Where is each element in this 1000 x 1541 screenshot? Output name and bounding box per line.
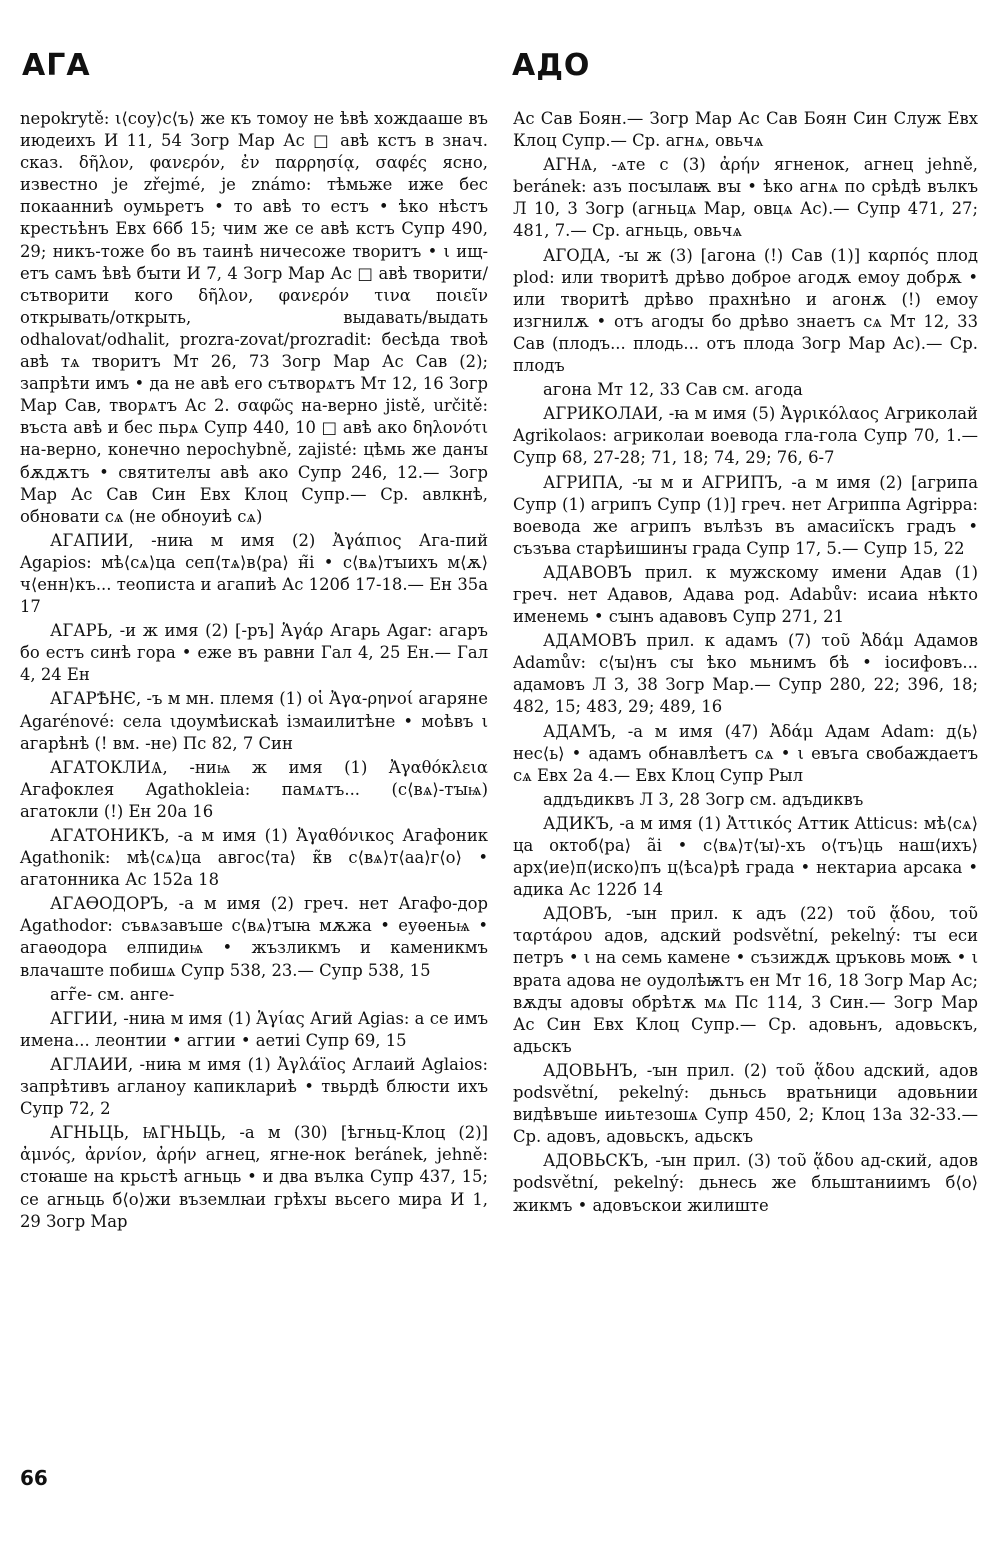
dictionary-entry: АГАПИИ, -ниꙗ м имя (2) Ἀγάπιος Ага-пий Agapios: мѣ⟨сѧ⟩ца сеп⟨тѧ⟩в⟨ра⟩ н̃і • с⟨вѧ⟩тꙑихъ м⟨ѫ⟩ч⟨енн⟩къ... теописта и агапиѣ Ас 120б 17-18.— Ен 35а 17 [20,530,488,617]
dictionary-entry: АДОВЬСКЪ, -ꙑн прил. (3) τοῦ ᾅδου ад-ский, адов podsvětní, pekelný: дьнесь же бльштаниимъ б⟨о⟩жикмъ • адовъскои жилиште [513,1151,978,1215]
dictionary-entry: АДАМЪ, -а м имя (47) Ἀδάμ Адам Adam: д⟨ь⟩нес⟨ь⟩ • адамъ обнавлѣетъ сѧ • ι евъга свобаждаетъ сѧ Евх 2а 4.— Евх Клоц Супр Рыл [513,721,978,785]
dictionary-entry: АГНЬЦЬ, ѨГНЬЦЬ, -а м (30) [ѣгньц-Клоц (2)] ἀμνός, ἀρνίον, ἀρήν агнец, ягне-нок beránek, jehně: стоꙗше на крьстѣ агньць • и два вълка Супр 437, 15; се агньць б⟨о⟩жи въземлꙗи грѣхꙑ вьсего мира И 1, 29 Зогр Мар [20,1123,488,1231]
dictionary-entry: АГАРЬ, -и ж имя (2) [-ръ] Ἁγάρ Агарь Agar: агаръ бо естъ синѣ гора • еже въ равни Гал 4, 25 Ен.— Гал 4, 24 Ен [20,621,488,685]
dictionary-entry: АГГИИ, -ниꙗ м имя (1) Ἁγίας Агий Agias: а се имъ имена... леонтии • аггии • аетиі Супр 69, 15 [20,1008,488,1050]
dictionary-entry: АГЛАИИ, -ниꙗ м имя (1) Ἀγλάϊος Аглаий Aglaios: запрѣтивъ агланоу капиклариѣ • твьрдѣ блюсти ихъ Супр 72, 2 [20,1054,488,1119]
cross-reference: аддъдиквъ Л 3, 28 Зогр см. адъдиквъ [543,789,864,809]
dictionary-entry: АГАТОКЛИѦ, -ниѩ ж имя (1) Ἀγαθόκλεια Агафоклея Agathokleia: памѧтъ... (с⟨вѧ⟩-тꙑѩ) агатокли (!) Ен 20а 16 [20,757,488,821]
dictionary-entry: АДОВЬНЪ, -ꙑн прил. (2) τοῦ ᾅδου адский, адов podsvětní, pekelný: дьньсь вратьници адовьнии видѣвъше ииьтезошѧ Супр 450, 2; Клоц 13а 32-33.— Ср. адовъ, адовьскъ, адьскъ [513,1060,978,1147]
dictionary-entry: АГАТОНИКЪ, -а м имя (1) Ἀγαθόνικος Агафоник Agathonik: мѣ⟨сѧ⟩ца авгос⟨та⟩ к̃в с⟨вѧ⟩т⟨аа⟩г⟨о⟩ • агатонника Ас 152а 18 [20,826,488,890]
dictionary-entry: АДАМОВЪ прил. к адамъ (7) τοῦ Ἀδάμ Адамов Adamův: с⟨ꙑ⟩нъ сꙑ ѣко мьнимъ бѣ • іосифовъ... адамовъ Л 3, 38 Зогр Мар.— Супр 280, 22; 396, 18; 482, 15; 483, 29; 489, 16 [513,631,978,717]
dictionary-entry: Ас Сав Боян.— Зогр Мар Ас Сав Боян Син Служ Евх Клоц Супр.— Ср. агнѧ, овьчѧ [513,109,978,151]
cross-reference: агг̃е- см. анге- [50,984,175,1004]
page-number: 66 [20,1466,48,1490]
dictionary-entry: АДОВЪ, -ꙑн прил. к адъ (22) τοῦ ᾅδου, τοῦ ταρτάρου адов, адский podsvětní, pekelný: тꙑ еси петръ • ι на семь камене • съзиждѫ цръковь моѭ • ι врата адова не оудолѣѭтъ ен Мт 16, 18 Зогр Мар Ас; вѫдꙑ адовꙑ обрѣтѫ мѧ Пс 114, 3 Син.— Зогр Мар Ас Син Евх Клоц Супр.— Ср. адовьнъ, адовьскъ, адьскъ [513,904,978,1056]
running-header-left: АГА [22,48,91,83]
dictionary-entry: АГРИПА, -ꙑ м и АГРИПЪ, -а м имя (2) [агрипа Супр (1) агрипъ Супр (1)] греч. нет Агриппа Agrippa: воевода же агрипъ вълѣзъ въ амасиїскъ градъ • съзъва старѣишинꙑ града Супр 17, 5.— Супр 15, 22 [513,472,978,558]
dictionary-entry: nepokrytě: ι⟨сoy⟩c⟨ъ⟩ же къ томоу не ѣвѣ хождааше въ июдеихъ И 11, 54 Зогр Мар Ас □ авѣ кстъ в знач. сказ. δῆλον, φανερόν, ἐν παρρησίᾳ, σαφές ясно, известно je zřejmé, je známo: тѣмьже иже бес покаанниѣ оумьретъ • то авѣ то естъ • ѣко нѣстъ крестьѣнъ Евх 66б 15; чим же се авѣ кстъ Супр 490, 29; никъ-тоже бо въ таинѣ ничесоже творитъ • ι ищ-етъ самъ ѣвѣ бꙑти И 7, 4 Зогр Мар Ас □ авѣ творити/сътворити кого δῆλον, φανερόν τινα ποιεῖν открывать/открыть, выдавать/выдать odhalovat/odhalit, prozra-zovat/prozradit: бесѣда твоѣ авѣ тѧ творитъ Мт 26, 73 Зогр Мар Ас Сав (2); запрѣти имъ • да не авѣ его сътворѧтъ Мт 12, 16 Зогр Мар Сав, творѧтъ Ас 2. σαφῶς на-верно jistě, určitě: въста авѣ и бес пьрѧ Супр 440, 10 □ авѣ ако δηλονότι на-верно, конечно nepochybně, zajisté: цѣмь же данꙑ бѫдѫтъ • святителꙑ авѣ ако Супр 246, 12.— Зогр Мар Ас Сав Син Евх Клоц Супр.— Ср. авлкнѣ, обновати сѧ (не обноуиѣ сѧ) [20,109,488,526]
left-column [20,108,488,1235]
dictionary-entry: АДАВОВЪ прил. к мужскому имени Адав (1) греч. нет Адавов, Адава род. Adabův: исаиа нѣкто именемь • сꙑнъ адавовъ Супр 271, 21 [513,562,978,627]
running-header-right: АДО [512,48,591,83]
dictionary-entry: АГОДА, -ꙑ ж (3) [агона (!) Сав (1)] καρπός плод plod: или творитѣ дрѣво доброе агодѫ емоу добрѫ • или творитѣ дрѣво прахнѣно и агонѫ (!) емоу изгнилѫ • отъ агодꙑ бо дрѣво знаетъ сѧ Мт 12, 33 Сав (плодъ... плодь... отъ плода Зогр Мар Ас).— Ср. плодъ [513,245,978,376]
dictionary-entry: АГАѲОДОРЪ, -а м имя (2) греч. нет Агафо-дор Agathodor: съвѧзавъше с⟨вѧ⟩тꙑꙗ мѫжа • еуѳеньѩ • агаѳодора елпидиѩ • жъзликмъ и каменикмъ влачаште побишѧ Супр 538, 23.— Супр 538, 15 [20,894,488,980]
right-column [513,108,978,1219]
cross-reference: агона Мт 12, 33 Сав см. агода [543,380,803,400]
dictionary-entry: АГАРѢНЄ, -ъ м мн. племя (1) οἱ Ἀγα-ρηνοί агаряне Agarénové: села ιдоумѣискаѣ ізмаилитѣне • моѣвъ ι агарѣнѣ (! вм. -не) Пс 82, 7 Син [20,689,488,753]
dictionary-entry: АДИКЪ, -а м имя (1) Ἀττικός Аттик Atticus: мѣ⟨сѧ⟩ца октоб⟨ра⟩ а̃і • с⟨вѧ⟩т⟨ꙑ⟩-хъ о⟨тъ⟩ць наш⟨ихъ⟩ арх⟨ие⟩п⟨иско⟩пъ ц⟨ѣса⟩рѣ града • нектариа арсака • адика Ас 122б 14 [513,813,978,900]
dictionary-entry: АГРИКОЛАИ, -ꙗ м имя (5) Ἀγρικόλαος Агриколай Agrikolaos: агриколаи воевода гла-гола Супр 70, 1.— Супр 68, 27-28; 71, 18; 74, 29; 76, 6-7 [513,404,978,468]
dictionary-entry: АГНѦ, -ѧте с (3) ἀρήν ягненок, агнец jehně, beránek: азъ посꙑлаѭ вꙑ • ѣко агнѧ по срѣдѣ вълкъ Л 10, 3 Зогр (агньцѧ Мар, овцѧ Ас).— Супр 471, 27; 481, 7.— Ср. агньць, овьчѧ [513,155,978,241]
